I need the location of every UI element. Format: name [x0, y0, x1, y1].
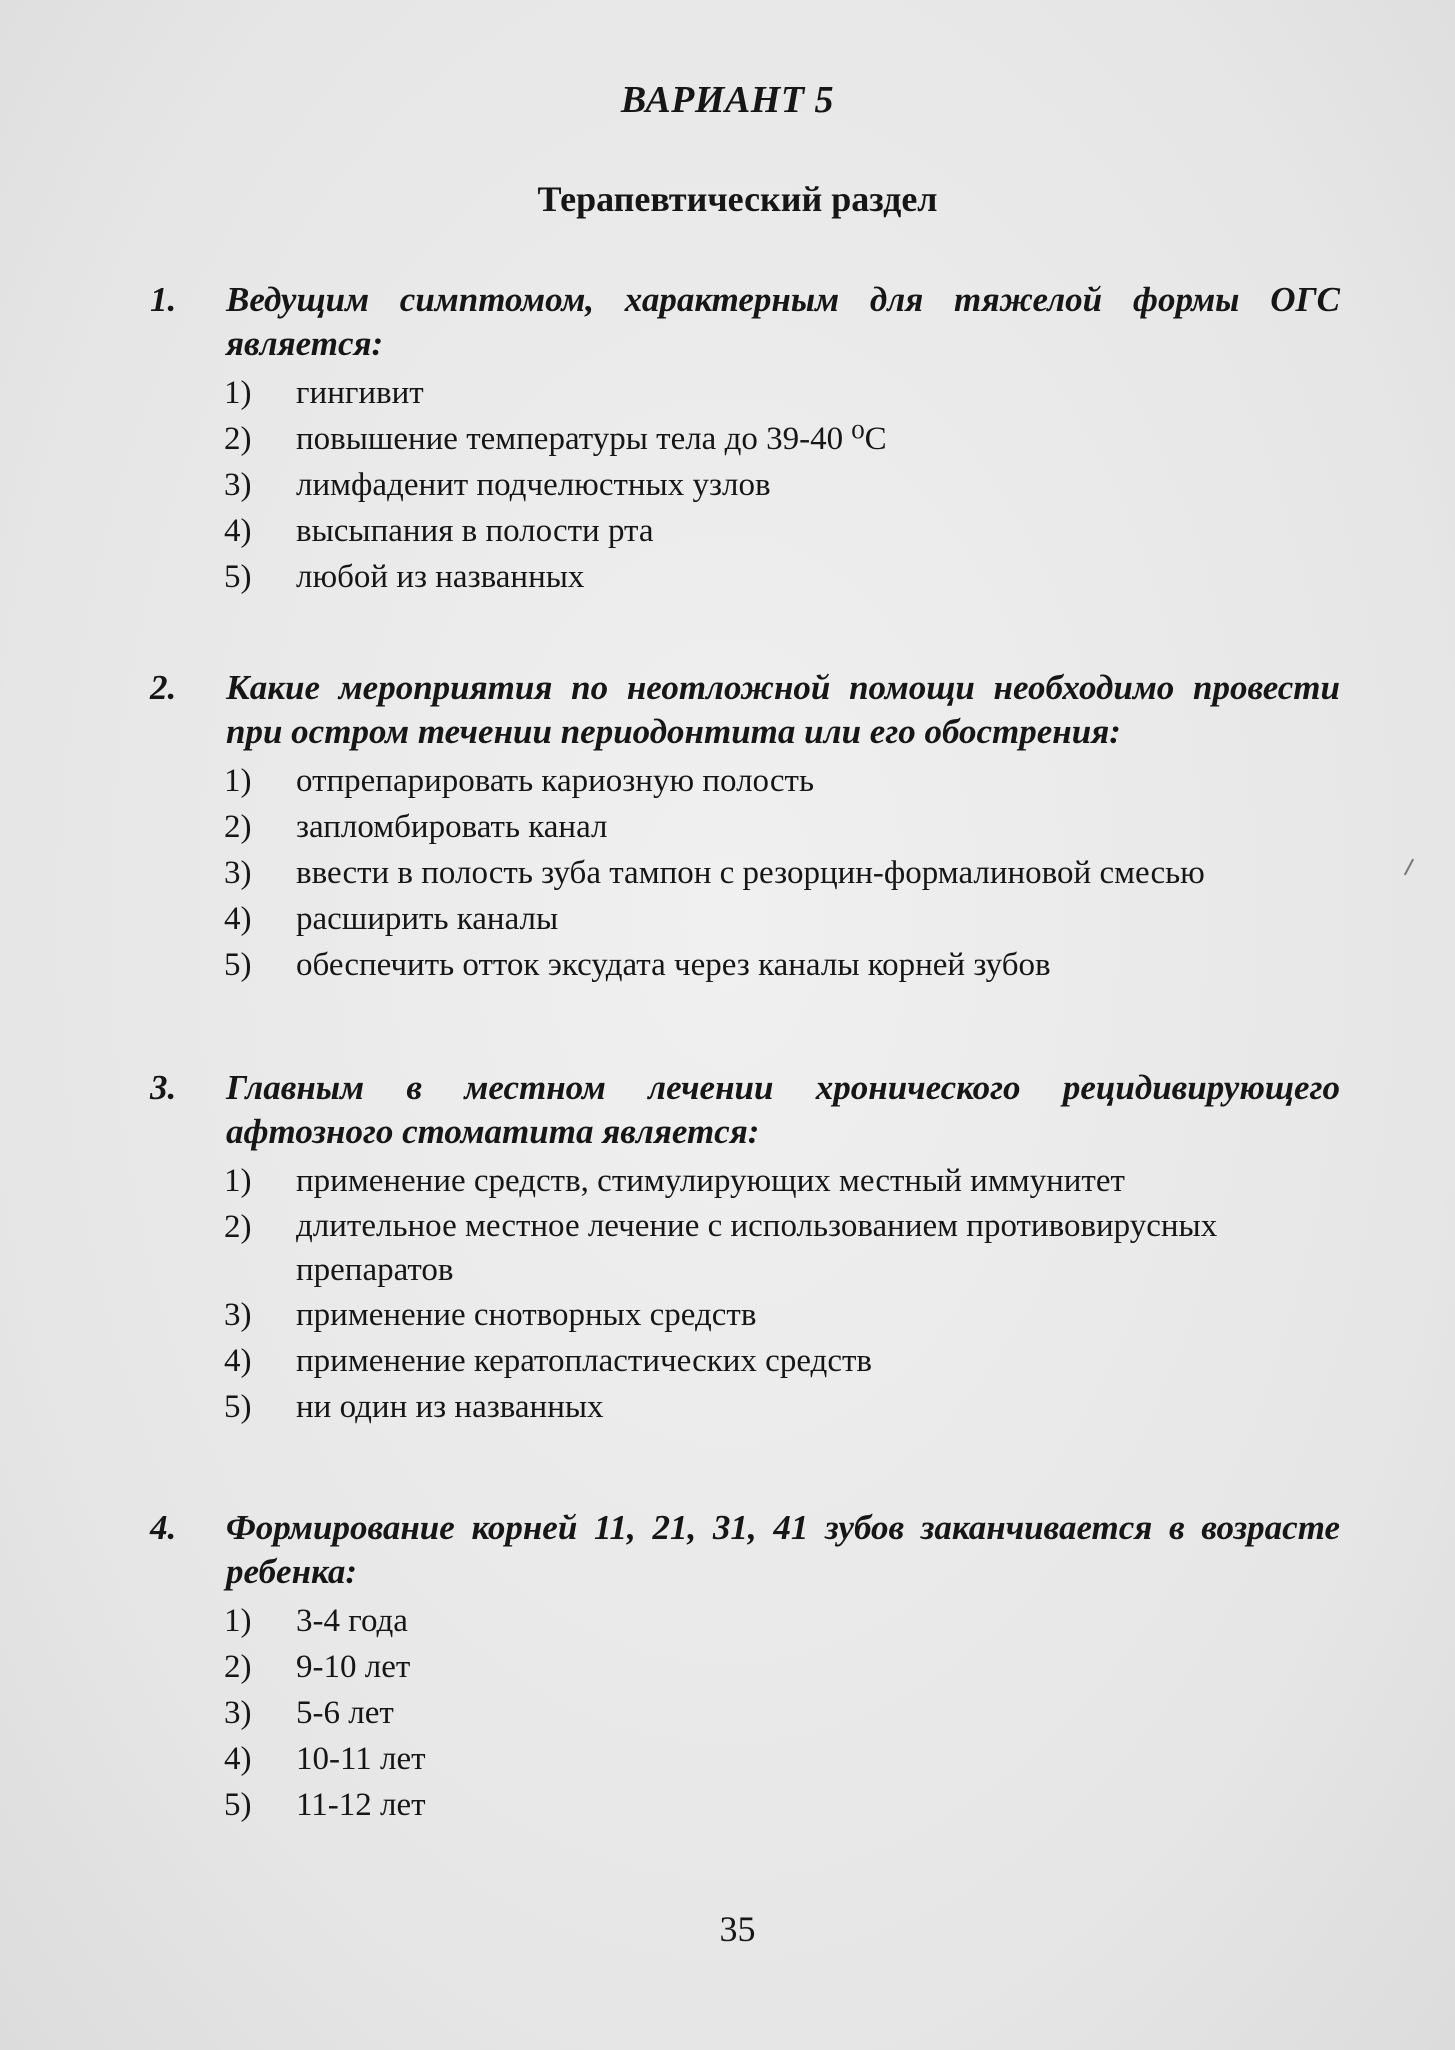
answer-option: [150, 416, 1340, 462]
option-text: любой из названных: [296, 559, 585, 595]
question-2: [150, 666, 1340, 988]
option-number: 4): [224, 1741, 252, 1777]
option-text: 11-12 лет: [296, 1787, 426, 1823]
option-text: 10-11 лет: [296, 1741, 426, 1777]
option-number: 3): [224, 855, 252, 891]
section-title: Терапевтический раздел: [537, 179, 938, 219]
page-number: 35: [719, 1909, 756, 1949]
option-number: 1): [224, 763, 252, 799]
option-number: 2): [224, 1209, 252, 1245]
option-number: 5): [224, 1389, 252, 1425]
option-text: гингивит: [296, 375, 424, 411]
answer-option: [150, 758, 1340, 804]
answer-option: [150, 1338, 1340, 1384]
option-text: высыпания в полости рта: [296, 513, 654, 549]
option-text: применение снотворных средств: [296, 1297, 757, 1333]
option-number: 4): [224, 1343, 252, 1379]
option-number: 2): [224, 421, 252, 457]
option-number: 5): [224, 559, 252, 595]
option-number: 5): [224, 1787, 252, 1823]
answer-option: [150, 1644, 1340, 1690]
question-text: Формирование корней 11, 21, 31, 41 зубов заканчивается в возрасте ребенка:: [226, 1508, 1340, 1591]
option-text: повышение температуры тела до 39-40 ⁰С: [296, 421, 887, 457]
question-stem: [150, 1066, 1340, 1154]
answer-option: [150, 1158, 1340, 1204]
option-text: отпрепарировать кариозную полость: [296, 763, 814, 799]
answer-option: [150, 1598, 1340, 1644]
question-stem: [150, 1506, 1340, 1594]
answer-option: [150, 462, 1340, 508]
option-text: 9-10 лет: [296, 1649, 411, 1685]
answer-option: [150, 850, 1340, 896]
scan-mark: [1404, 859, 1414, 876]
option-number: 3): [224, 1695, 252, 1731]
answer-option: [150, 1292, 1340, 1338]
option-number: 4): [224, 513, 252, 549]
answer-option: [150, 942, 1340, 988]
question-stem: [150, 666, 1340, 754]
answer-option: [150, 1782, 1340, 1828]
answer-option: [150, 1204, 1340, 1292]
answer-option: [150, 508, 1340, 554]
option-number: 3): [224, 1297, 252, 1333]
answer-option: [150, 1384, 1340, 1430]
option-text: ввести в полость зуба тампон с резорцин-формалиновой смесью: [296, 855, 1205, 891]
answer-option: [150, 896, 1340, 942]
option-number: 3): [224, 467, 252, 503]
question-number: 2.: [150, 668, 177, 707]
answer-option: [150, 1736, 1340, 1782]
option-text: длительное местное лечение с использованием противовирусных препаратов: [296, 1208, 1218, 1288]
option-text: применение средств, стимулирующих местный иммунитет: [296, 1163, 1125, 1199]
question-stem: [150, 278, 1340, 366]
option-text: запломбировать канал: [296, 809, 608, 845]
question-4: [150, 1506, 1340, 1828]
answer-option: [150, 1690, 1340, 1736]
question-number: 4.: [150, 1508, 177, 1547]
question-3: [150, 1066, 1340, 1430]
option-number: 2): [224, 809, 252, 845]
answer-options: [150, 758, 1340, 988]
option-number: 1): [224, 1163, 252, 1199]
option-number: 4): [224, 901, 252, 937]
option-number: 5): [224, 947, 252, 983]
answer-options: [150, 1598, 1340, 1828]
question-text: Какие мероприятия по неотложной помощи необходимо провести при остром течении периодонтита или его обострения:: [226, 668, 1340, 751]
answer-options: [150, 1158, 1340, 1430]
question-1: [150, 278, 1340, 600]
answer-option: [150, 370, 1340, 416]
option-text: 3-4 года: [296, 1603, 408, 1639]
option-number: 1): [224, 375, 252, 411]
option-text: лимфаденит подчелюстных узлов: [296, 467, 771, 503]
answer-option: [150, 554, 1340, 600]
option-text: обеспечить отток эксудата через каналы корней зубов: [296, 947, 1051, 983]
answer-option: [150, 804, 1340, 850]
question-number: 3.: [150, 1068, 177, 1107]
answer-options: [150, 370, 1340, 600]
option-text: ни один из названных: [296, 1389, 604, 1425]
option-text: применение кератопластических средств: [296, 1343, 872, 1379]
question-text: Главным в местном лечении хронического рецидивирующего афтозного стоматита является:: [226, 1068, 1340, 1151]
question-number: 1.: [150, 280, 177, 319]
question-text: Ведущим симптомом, характерным для тяжелой формы ОГС является:: [226, 280, 1340, 363]
variant-title: ВАРИАНТ 5: [620, 79, 835, 121]
option-text: расширить каналы: [296, 901, 559, 937]
option-text: 5-6 лет: [296, 1695, 394, 1731]
option-number: 1): [224, 1603, 252, 1639]
option-number: 2): [224, 1649, 252, 1685]
